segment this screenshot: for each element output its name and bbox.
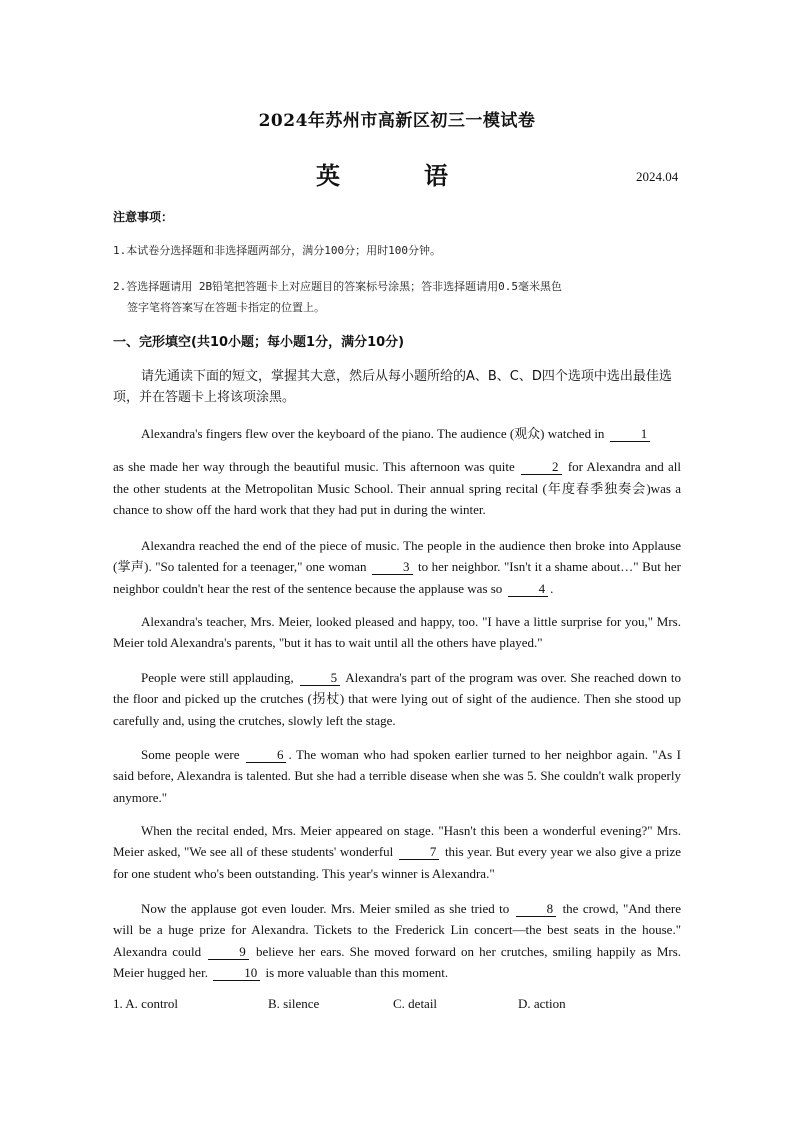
passage-text: is more valuable than this moment. <box>265 964 449 980</box>
passage-text: Alexandra's part of the program was over. She reached down to the floor and picked up the crutches (拐杖) that were lying out of sight of the audience. Then she stood up carefully and, using the crutches, slowly left the stage. <box>113 670 681 728</box>
question-1-options <box>113 996 638 1012</box>
blank-3: 3 <box>372 559 413 575</box>
blank-9: 9 <box>208 944 249 960</box>
passage-text: People were still applauding, <box>141 670 294 685</box>
option-b: B. silence <box>268 996 320 1011</box>
line-gap <box>113 444 681 456</box>
notice-item-2-line1: 2.答选择题请用 2B铅笔把答题卡上对应题目的答案标号涂黑；答非选择题请用0.5毫米黑色 <box>113 280 562 293</box>
passage-paragraph-7 <box>113 898 681 983</box>
blank-1: 1 <box>610 426 651 442</box>
exam-date: 2024.04 <box>636 169 679 184</box>
passage-text: Now the applause got even louder. Mrs. Meier smiled as she tried to <box>141 901 510 916</box>
passage-text: Alexandra reached the end of the piece of music. The people in the audience then broke into Applause (掌声). "So talented for a teenager," one woman <box>113 538 681 575</box>
subject-heading: 英 语 <box>316 161 478 190</box>
passage-text: . The woman who had spoken earlier turned to her neighbor again. "As I said before, Alexandra is talented. But she had a terrible disease when she was 5. She couldn't walk properly anymore." <box>113 747 681 805</box>
blank-7: 7 <box>399 844 440 860</box>
notice-heading: 注意事项： <box>113 210 174 224</box>
blank-5: 5 <box>300 670 341 686</box>
passage-text: . <box>550 580 554 596</box>
section-heading: 一、完形填空(共10小题；每小题1分，满分10分) <box>113 335 405 350</box>
passage-text: Some people were <box>141 747 240 762</box>
notice-item-2 <box>113 276 683 318</box>
notice-item-1: 1.本试卷分选择题和非选择题两部分，满分100分；用时100分钟。 <box>113 244 441 257</box>
blank-4: 4 <box>508 581 549 597</box>
passage-paragraph-6 <box>113 820 681 884</box>
passage-text: believe her ears. She moved forward on her crutches, smiling happily as Mrs. Meier hugged her. <box>113 943 682 980</box>
passage-text: Alexandra's fingers flew over the keyboard of the piano. The audience (观众) watched in <box>141 426 605 441</box>
blank-6: 6 <box>246 747 287 763</box>
passage-paragraph-2 <box>113 535 681 599</box>
passage-text: the crowd, "And there will be a huge prize for Alexandra. Tickets to the Frederick Lin concert—the best seats in the house." Alexandra could <box>113 901 682 959</box>
passage-text: to her neighbor. "Isn't it a shame about…" But her neighbor couldn't hear the rest of the sentence because the applause was so <box>113 559 681 596</box>
exam-title: 2024年苏州市高新区初三一模试卷 <box>258 111 536 131</box>
notice-item-2-line2: 签字笔将答案写在答题卡指定的位置上。 <box>127 301 325 314</box>
blank-10: 10 <box>213 965 260 981</box>
passage-paragraph-3: Alexandra's teacher, Mrs. Meier, looked pleased and happy, too. "I have a little surprise for you," Mrs. Meier told Alexandra's parents, "but it has to wait until all the others have played." <box>113 614 681 651</box>
option-a: 1. A. control <box>113 996 178 1011</box>
section-instruction: 请先通读下面的短文，掌握其大意，然后从每小题所给的A、B、C、D四个选项中选出最佳选项，并在答题卡上将该项涂黑。 <box>113 369 672 405</box>
passage-paragraph-4 <box>113 667 681 731</box>
option-c: C. detail <box>393 996 438 1011</box>
passage-paragraph-1 <box>113 423 681 520</box>
blank-2: 2 <box>521 459 562 475</box>
passage-text: When the recital ended, Mrs. Meier appeared on stage. "Hasn't this been a wonderful evening?" Mrs. Meier asked, "We see all of these students' wonderful <box>113 823 681 860</box>
option-d: D. action <box>518 996 566 1011</box>
passage-paragraph-5 <box>113 744 681 808</box>
blank-8: 8 <box>516 901 557 917</box>
passage-text: as she made her way through the beautiful music. This afternoon was quite <box>113 459 515 475</box>
passage-text: this year. But every year we also give a prize for one student who's been outstanding. This year's winner is Alexandra." <box>113 844 682 881</box>
passage-text: for Alexandra and all the other students at the Metropolitan Music School. Their annual spring recital (年度春季独奏会)was a chance to show off the hard work that they had put in during the winter. <box>113 459 682 517</box>
